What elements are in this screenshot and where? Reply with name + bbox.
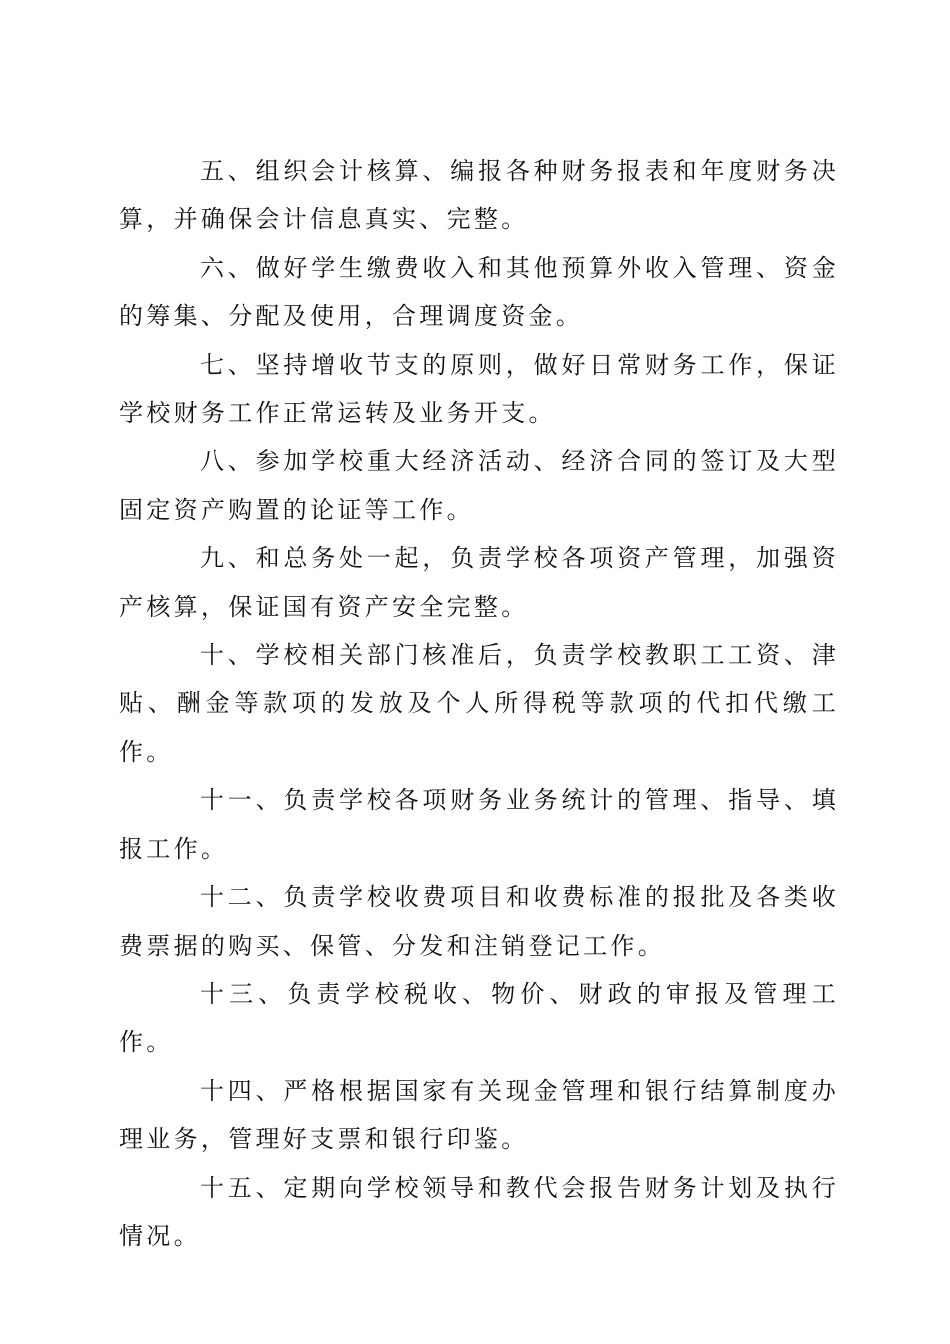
- paragraph-item-10: 十、学校相关部门核准后，负责学校教职工工资、津贴、酬金等款项的发放及个人所得税等款项的代扣代缴工作。: [119, 641, 839, 766]
- paragraph-item-9: 九、和总务处一起，负责学校各项资产管理，加强资产核算，保证国有资产安全完整。: [119, 544, 839, 621]
- paragraph-item-13: 十三、负责学校税收、物价、财政的审报及管理工作。: [119, 979, 839, 1057]
- paragraph-item-7: 七、坚持增收节支的原则，做好日常财务工作，保证学校财务工作正常运转及业务开支。: [119, 350, 839, 428]
- paragraph-item-11: 十一、负责学校各项财务业务统计的管理、指导、填报工作。: [119, 786, 839, 863]
- paragraph-item-6: 六、做好学生缴费收入和其他预算外收入管理、资金的筹集、分配及使用，合理调度资金。: [119, 253, 839, 331]
- paragraph-item-5: 五、组织会计核算、编报各种财务报表和年度财务决算，并确保会计信息真实、完整。: [119, 157, 839, 234]
- paragraph-item-14: 十四、严格根据国家有关现金管理和银行结算制度办理业务，管理好支票和银行印鉴。: [119, 1076, 839, 1154]
- document-body: [119, 147, 839, 1260]
- paragraph-item-12: 十二、负责学校收费项目和收费标准的报批及各类收费票据的购买、保管、分发和注销登记工作。: [119, 883, 839, 960]
- paragraph-item-15: 十五、定期向学校领导和教代会报告财务计划及执行情况。: [119, 1173, 839, 1250]
- paragraph-item-8: 八、参加学校重大经济活动、经济合同的签订及大型固定资产购置的论证等工作。: [119, 447, 839, 524]
